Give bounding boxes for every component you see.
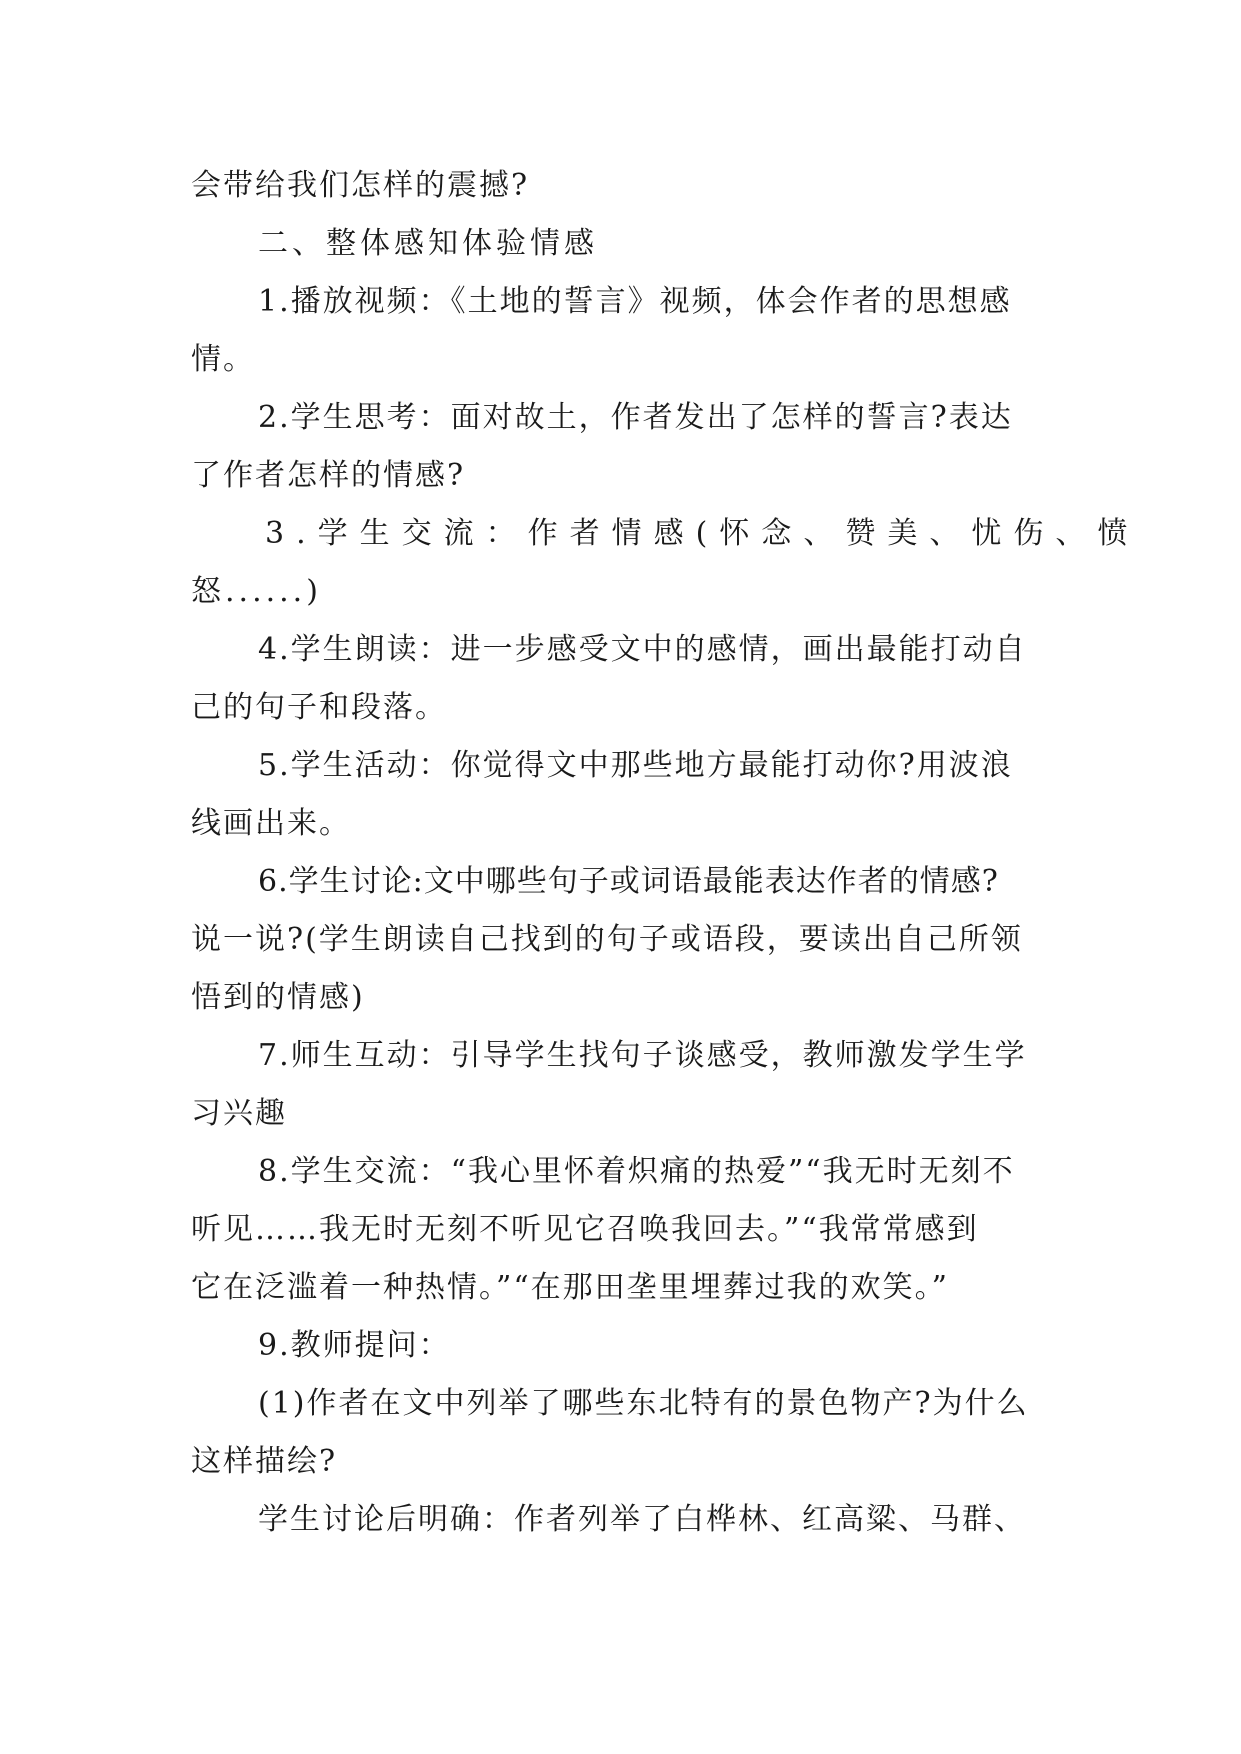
text-line: 3.学生交流：作者情感(怀念、赞美、忧伤、愤 <box>265 516 1140 551</box>
text-line: (1)作者在文中列举了哪些东北特有的景色物产?为什么 <box>258 1386 1029 1421</box>
text-line: 1.播放视频：《土地的誓言》视频，体会作者的思想感 <box>258 284 1012 319</box>
text-line: 悟到的情感) <box>191 980 365 1015</box>
text-line: 听见……我无时无刻不听见它召唤我回去。”“我常常感到 <box>191 1212 979 1247</box>
text-line: 怒......) <box>191 574 322 609</box>
text-line: 2.学生思考：面对故土，作者发出了怎样的誓言?表达 <box>258 400 1013 435</box>
text-line: 5.学生活动：你觉得文中那些地方最能打动你?用波浪 <box>258 748 1013 783</box>
text-line: 会带给我们怎样的震撼? <box>191 168 530 203</box>
text-line: 情。 <box>191 342 255 377</box>
text-line: 习兴趣 <box>191 1096 287 1131</box>
text-line: 9.教师提问： <box>258 1328 451 1363</box>
text-line: 学生讨论后明确：作者列举了白桦林、红高粱、马群、 <box>258 1502 1026 1537</box>
text-line: 4.学生朗读：进一步感受文中的感情，画出最能打动自 <box>258 632 1027 667</box>
text-line: 6.学生讨论:文中哪些句子或词语最能表达作者的情感? <box>258 864 999 899</box>
text-line: 7.师生互动：引导学生找句子谈感受，教师激发学生学 <box>258 1038 1027 1073</box>
text-line: 说一说?(学生朗读自己找到的句子或语段，要读出自己所领 <box>191 922 1023 957</box>
text-line: 线画出来。 <box>191 806 351 841</box>
text-line: 8.学生交流：“我心里怀着炽痛的热爱”“我无时无刻不 <box>258 1154 1015 1189</box>
text-line: 它在泛滥着一种热情。”“在那田垄里埋葬过我的欢笑。” <box>191 1270 950 1305</box>
text-line: 了作者怎样的情感? <box>191 458 466 493</box>
text-line: 己的句子和段落。 <box>191 690 447 725</box>
text-line: 这样描绘? <box>191 1444 338 1479</box>
section-heading: 二、整体感知体验情感 <box>258 226 598 261</box>
